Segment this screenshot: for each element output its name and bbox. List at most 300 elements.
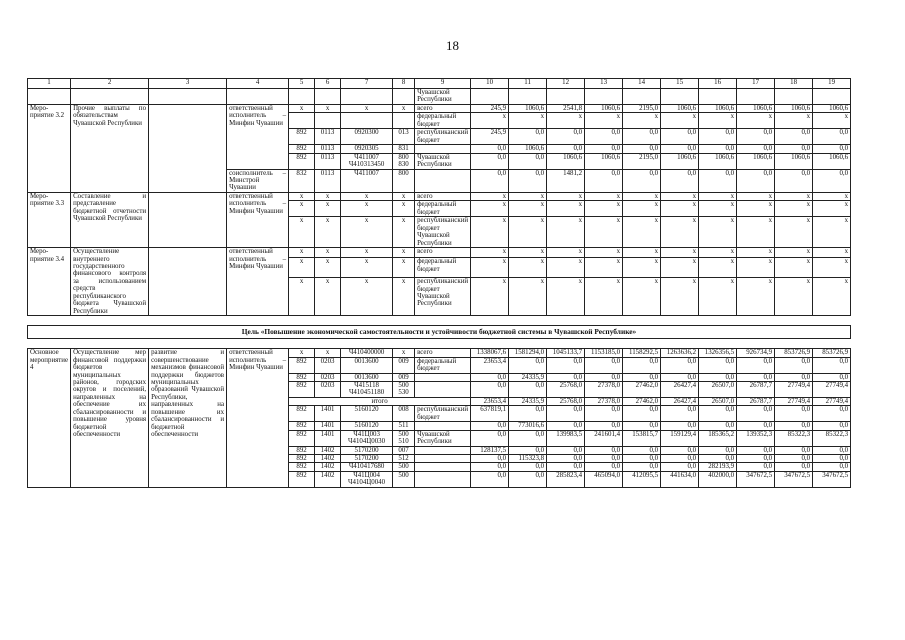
source-cell [415, 169, 471, 192]
code-cell: 1401 [315, 422, 341, 430]
value-cell: x [623, 258, 661, 278]
measure-4-row [28, 349, 851, 357]
code-cell: x [341, 278, 393, 316]
value-cell: 115323,8 [509, 455, 547, 463]
measure-label: Меро-приятие 3.2 [28, 104, 71, 192]
value-cell: 26787,7 [737, 381, 775, 397]
value-cell: 402000,0 [699, 471, 737, 487]
value-cell: x [661, 258, 699, 278]
value-cell: 0,0 [813, 373, 851, 381]
value-cell: 0,0 [585, 169, 623, 192]
code-cell: 008 [393, 406, 415, 422]
value-cell: 27462,0 [623, 397, 661, 405]
empty-cell [813, 89, 851, 105]
code-cell: x [393, 258, 415, 278]
value-cell: 0,0 [737, 463, 775, 471]
code-cell: 0203 [315, 381, 341, 397]
value-cell: 0,0 [509, 446, 547, 454]
code-cell: x [289, 201, 315, 217]
responsible-executor: ответственный исполнитель – Минфин Чувашии [227, 192, 289, 247]
code-cell: 831 [393, 145, 415, 153]
value-cell: 0,0 [775, 455, 813, 463]
value-cell: x [813, 258, 851, 278]
value-cell: x [471, 217, 509, 248]
source-cell [415, 455, 471, 463]
value-cell: 26507,0 [699, 397, 737, 405]
code-cell: Ч410400000 [341, 349, 393, 357]
value-cell: 0,0 [623, 463, 661, 471]
value-cell: 0,0 [813, 446, 851, 454]
value-cell: 27462,0 [623, 381, 661, 397]
value-cell: 0,0 [813, 463, 851, 471]
source-cell [415, 373, 471, 381]
code-cell: 892 [289, 455, 315, 463]
code-cell: x [341, 248, 393, 258]
value-cell: x [585, 217, 623, 248]
value-cell: 0,0 [623, 406, 661, 422]
empty-cell [661, 89, 699, 105]
value-cell: 2195,0 [623, 104, 661, 112]
value-cell: x [699, 217, 737, 248]
code-cell: Ч41Ц004 Ч4104Ц0040 [341, 471, 393, 487]
measure-3-2-row [28, 104, 851, 112]
value-cell: 0,0 [585, 446, 623, 454]
header-row [28, 79, 851, 89]
code-cell: 5160120 [341, 406, 393, 422]
value-cell: 1338067,6 [471, 349, 509, 357]
value-cell: 347672,5 [775, 471, 813, 487]
value-cell: 0,0 [509, 153, 547, 169]
value-cell: 0,0 [775, 422, 813, 430]
column-number-6: 6 [315, 79, 341, 89]
value-cell: 0,0 [813, 422, 851, 430]
value-cell: 1481,2 [547, 169, 585, 192]
value-cell: 0,0 [471, 169, 509, 192]
code-cell: 892 [289, 430, 315, 446]
measure-target: развитие и совершенствование механизмов финансовой поддержки бюджетов муниципальных образований Чувашской Республики, направленных на повышение их сбалансированности и бюджетной обеспеченности [149, 349, 227, 488]
value-cell: x [699, 278, 737, 316]
source-cell [415, 422, 471, 430]
code-cell: 892 [289, 446, 315, 454]
empty-cell [28, 89, 71, 105]
value-cell: 0,0 [623, 455, 661, 463]
value-cell: 0,0 [813, 455, 851, 463]
value-cell: 0,0 [509, 463, 547, 471]
value-cell: 282193,9 [699, 463, 737, 471]
value-cell: 25768,0 [547, 397, 585, 405]
code-cell: 1401 [315, 406, 341, 422]
code-cell: x [393, 217, 415, 248]
value-cell: x [775, 192, 813, 200]
value-cell: 0,0 [547, 373, 585, 381]
value-cell: 412095,5 [623, 471, 661, 487]
column-number-5: 5 [289, 79, 315, 89]
value-cell: 24335,9 [509, 397, 547, 405]
value-cell: 0,0 [813, 357, 851, 373]
spacer-row [28, 339, 851, 349]
value-cell: 26427,4 [661, 381, 699, 397]
value-cell: 1158292,5 [623, 349, 661, 357]
code-cell: x [341, 217, 393, 248]
value-cell: 0,0 [661, 357, 699, 373]
value-cell: 0,0 [775, 357, 813, 373]
code-cell: Ч415118 Ч410451180 [341, 381, 393, 397]
value-cell: 0,0 [699, 357, 737, 373]
code-cell: Ч41Ц003 Ч4104Ц0030 [341, 430, 393, 446]
code-cell: 892 [289, 422, 315, 430]
source-cell: всего [415, 248, 471, 258]
value-cell: x [623, 248, 661, 258]
code-cell: 0203 [315, 373, 341, 381]
empty-cell [28, 316, 851, 326]
empty-cell [289, 89, 315, 105]
value-cell: 773016,6 [509, 422, 547, 430]
value-cell: 0,0 [509, 129, 547, 145]
value-cell: 0,0 [585, 463, 623, 471]
value-cell: x [813, 217, 851, 248]
value-cell: x [775, 258, 813, 278]
code-cell: 500 [393, 463, 415, 471]
column-number-15: 15 [661, 79, 699, 89]
value-cell: 0,0 [623, 145, 661, 153]
value-cell: 0,0 [547, 406, 585, 422]
value-cell: 0,0 [547, 357, 585, 373]
code-cell: 0113 [315, 145, 341, 153]
code-cell: Ч411007 [341, 169, 393, 192]
code-cell: 500 [393, 471, 415, 487]
measure-label: Меро-приятие 3.3 [28, 192, 71, 247]
source-cell: Чувашской Республики [415, 153, 471, 169]
empty-cell [149, 104, 227, 192]
value-cell: 24335,9 [509, 373, 547, 381]
value-cell: x [547, 258, 585, 278]
code-cell: 1402 [315, 463, 341, 471]
goal-title: Цель «Повышение экономической самостоятельности и устойчивости бюджетной системы в Чувашской Республике» [28, 326, 851, 339]
value-cell: 0,0 [661, 463, 699, 471]
value-cell: 0,0 [547, 129, 585, 145]
code-cell: 0013600 [341, 373, 393, 381]
value-cell: 637819,1 [471, 406, 509, 422]
value-cell: 0,0 [737, 169, 775, 192]
value-cell: 0,0 [775, 145, 813, 153]
code-cell: 1401 [315, 430, 341, 446]
column-number-10: 10 [471, 79, 509, 89]
value-cell: x [661, 217, 699, 248]
value-cell: x [737, 248, 775, 258]
code-cell: 892 [289, 471, 315, 487]
value-cell: 27378,0 [585, 381, 623, 397]
column-number-12: 12 [547, 79, 585, 89]
value-cell: 1060,6 [585, 104, 623, 112]
value-cell: 27378,0 [585, 397, 623, 405]
code-cell [315, 113, 341, 129]
value-cell: 0,0 [547, 446, 585, 454]
value-cell: 0,0 [737, 145, 775, 153]
value-cell: x [547, 201, 585, 217]
value-cell: 0,0 [813, 169, 851, 192]
value-cell: 0,0 [471, 153, 509, 169]
value-cell: 0,0 [585, 422, 623, 430]
value-cell: 853726,9 [775, 349, 813, 357]
code-cell: 892 [289, 381, 315, 397]
code-cell: 0113 [315, 153, 341, 169]
value-cell: 0,0 [509, 471, 547, 487]
value-cell: 1045133,7 [547, 349, 585, 357]
value-cell: 0,0 [471, 422, 509, 430]
code-cell: x [315, 217, 341, 248]
measure-title: Осуществление мер финансовой поддержки бюджетов муниципальных районов, городских округов и поселений, направленных на обеспечение их сбалансированности и повышение уровня бюджетной обеспеченности [71, 349, 149, 488]
value-cell: 0,0 [775, 129, 813, 145]
budget-table [27, 78, 851, 488]
code-cell: 5170200 [341, 455, 393, 463]
empty-cell [71, 89, 149, 105]
subtotal-label: итого [289, 397, 471, 405]
column-number-1: 1 [28, 79, 71, 89]
value-cell: 0,0 [661, 406, 699, 422]
column-number-18: 18 [775, 79, 813, 89]
value-cell: 26427,4 [661, 397, 699, 405]
value-cell: x [471, 248, 509, 258]
value-cell: x [737, 113, 775, 129]
code-cell: 892 [289, 357, 315, 373]
code-cell: 892 [289, 129, 315, 145]
code-cell: 892 [289, 373, 315, 381]
value-cell: x [623, 113, 661, 129]
column-number-19: 19 [813, 79, 851, 89]
value-cell: 139352,3 [737, 430, 775, 446]
source-cell: республиканский бюджет [415, 406, 471, 422]
value-cell: x [737, 192, 775, 200]
code-cell: 892 [289, 145, 315, 153]
value-cell: x [585, 278, 623, 316]
code-cell: Ч410417680 [341, 463, 393, 471]
code-cell: x [393, 248, 415, 258]
value-cell: x [737, 217, 775, 248]
code-cell: 500 530 [393, 381, 415, 397]
value-cell: 0,0 [737, 373, 775, 381]
code-cell: x [393, 278, 415, 316]
value-cell: 0,0 [585, 373, 623, 381]
value-cell: 441634,0 [661, 471, 699, 487]
code-cell: 0113 [315, 169, 341, 192]
empty-cell [775, 89, 813, 105]
responsible-executor: ответственный исполнитель – Минфин Чувашии [227, 248, 289, 316]
value-cell: 0,0 [623, 373, 661, 381]
value-cell: 2541,8 [547, 104, 585, 112]
value-cell: 0,0 [699, 406, 737, 422]
code-cell: x [341, 104, 393, 112]
column-number-14: 14 [623, 79, 661, 89]
empty-cell [315, 89, 341, 105]
value-cell: 0,0 [623, 357, 661, 373]
empty-cell [227, 89, 289, 105]
value-cell: 1060,6 [775, 153, 813, 169]
value-cell: 1581294,0 [509, 349, 547, 357]
value-cell: 0,0 [585, 406, 623, 422]
value-cell: 1153185,0 [585, 349, 623, 357]
value-cell: 0,0 [661, 422, 699, 430]
code-cell: 832 [289, 169, 315, 192]
value-cell: 0,0 [661, 455, 699, 463]
code-cell: 892 [289, 406, 315, 422]
code-cell: x [315, 278, 341, 316]
value-cell: x [509, 113, 547, 129]
source-cell [415, 471, 471, 487]
value-cell: x [509, 258, 547, 278]
value-cell: 128137,5 [471, 446, 509, 454]
empty-cell [509, 89, 547, 105]
value-cell: 0,0 [813, 406, 851, 422]
value-cell: 1060,6 [775, 104, 813, 112]
value-cell: x [737, 201, 775, 217]
empty-cell [623, 89, 661, 105]
column-number-9: 9 [415, 79, 471, 89]
value-cell: x [661, 113, 699, 129]
value-cell: x [775, 201, 813, 217]
value-cell: x [813, 192, 851, 200]
code-cell: 1402 [315, 446, 341, 454]
value-cell: x [471, 201, 509, 217]
value-cell: x [661, 248, 699, 258]
value-cell: 0,0 [471, 471, 509, 487]
empty-cell [149, 89, 227, 105]
value-cell: 0,0 [775, 446, 813, 454]
value-cell: x [661, 278, 699, 316]
value-cell: 1060,6 [737, 153, 775, 169]
code-cell: x [393, 104, 415, 112]
value-cell: 0,0 [813, 129, 851, 145]
value-cell: x [775, 217, 813, 248]
code-cell: 892 [289, 153, 315, 169]
value-cell: x [699, 192, 737, 200]
value-cell: 27749,4 [775, 381, 813, 397]
value-cell: 926734,9 [737, 349, 775, 357]
page-number: 18 [446, 38, 459, 53]
value-cell: 0,0 [547, 145, 585, 153]
source-cell: федеральный бюджет [415, 201, 471, 217]
value-cell: 0,0 [775, 406, 813, 422]
value-cell: 241601,4 [585, 430, 623, 446]
measure-3-4-row [28, 248, 851, 258]
value-cell: 1060,6 [547, 153, 585, 169]
value-cell: 26787,7 [737, 397, 775, 405]
value-cell: 0,0 [623, 129, 661, 145]
responsible-executor: ответственный исполнитель – Минфин Чувашии [227, 349, 289, 488]
value-cell: x [699, 248, 737, 258]
source-cell: всего [415, 349, 471, 357]
value-cell: 1060,6 [509, 104, 547, 112]
empty-cell [585, 89, 623, 105]
source-cell: Чувашской Республики [415, 430, 471, 446]
source-cell: всего [415, 104, 471, 112]
value-cell: x [585, 248, 623, 258]
value-cell: 0,0 [699, 422, 737, 430]
code-cell: x [289, 248, 315, 258]
value-cell: x [509, 278, 547, 316]
source-cell [415, 381, 471, 397]
value-cell: 0,0 [737, 422, 775, 430]
column-number-16: 16 [699, 79, 737, 89]
empty-cell [393, 89, 415, 105]
measure-label: Основное мероприятие 4 [28, 349, 71, 488]
value-cell: x [775, 113, 813, 129]
code-cell [341, 113, 393, 129]
value-cell: x [623, 192, 661, 200]
value-cell: 23653,4 [471, 357, 509, 373]
value-cell: 0,0 [737, 446, 775, 454]
value-cell: 2195,0 [623, 153, 661, 169]
value-cell: 1263636,2 [661, 349, 699, 357]
value-cell: 0,0 [509, 406, 547, 422]
value-cell: 0,0 [585, 129, 623, 145]
value-cell: 285823,4 [547, 471, 585, 487]
column-number-3: 3 [149, 79, 227, 89]
code-cell: 013 [393, 129, 415, 145]
value-cell: x [509, 217, 547, 248]
measure-title: Прочие выплаты по обязательствам Чувашской Республики [71, 104, 149, 192]
code-cell: x [315, 258, 341, 278]
value-cell: 347672,5 [737, 471, 775, 487]
value-cell: 0,0 [775, 463, 813, 471]
source-cell: федеральный бюджет [415, 113, 471, 129]
code-cell: x [289, 349, 315, 357]
value-cell: 0,0 [699, 446, 737, 454]
value-cell: 0,0 [699, 373, 737, 381]
value-cell: x [471, 192, 509, 200]
code-cell: x [289, 192, 315, 200]
value-cell: x [585, 192, 623, 200]
value-cell: 1326356,5 [699, 349, 737, 357]
code-cell: x [393, 192, 415, 200]
value-cell: 0,0 [471, 145, 509, 153]
goal-row [28, 326, 851, 339]
value-cell: 0,0 [585, 357, 623, 373]
value-cell: 347672,5 [813, 471, 851, 487]
value-cell: 85322,3 [775, 430, 813, 446]
empty-cell [547, 89, 585, 105]
value-cell: 153815,7 [623, 430, 661, 446]
source-cell [415, 145, 471, 153]
code-cell: x [393, 349, 415, 357]
code-cell: x [289, 217, 315, 248]
measure-3-3-row [28, 192, 851, 200]
value-cell: 139983,5 [547, 430, 585, 446]
value-cell: 1060,6 [661, 153, 699, 169]
measure-title: Осуществление внутреннего государственного финансового контроля за использованием средств республиканского бюджета Чувашской Республики [71, 248, 149, 316]
code-cell: 5160120 [341, 422, 393, 430]
source-cell: всего [415, 192, 471, 200]
value-cell: 0,0 [623, 422, 661, 430]
value-cell: 245,9 [471, 104, 509, 112]
code-cell: 0113 [315, 129, 341, 145]
value-cell: x [509, 201, 547, 217]
code-cell: x [315, 349, 341, 357]
code-cell: 511 [393, 422, 415, 430]
code-cell: x [289, 104, 315, 112]
value-cell: x [813, 201, 851, 217]
value-cell: 0,0 [471, 381, 509, 397]
code-cell: 009 [393, 373, 415, 381]
value-cell: 0,0 [509, 169, 547, 192]
value-cell: 0,0 [661, 446, 699, 454]
value-cell: 1060,6 [509, 145, 547, 153]
spacer-row [28, 316, 851, 326]
value-cell: 0,0 [699, 145, 737, 153]
code-cell: x [289, 278, 315, 316]
code-cell: x [315, 192, 341, 200]
value-cell: 0,0 [509, 357, 547, 373]
value-cell: 1060,6 [813, 153, 851, 169]
